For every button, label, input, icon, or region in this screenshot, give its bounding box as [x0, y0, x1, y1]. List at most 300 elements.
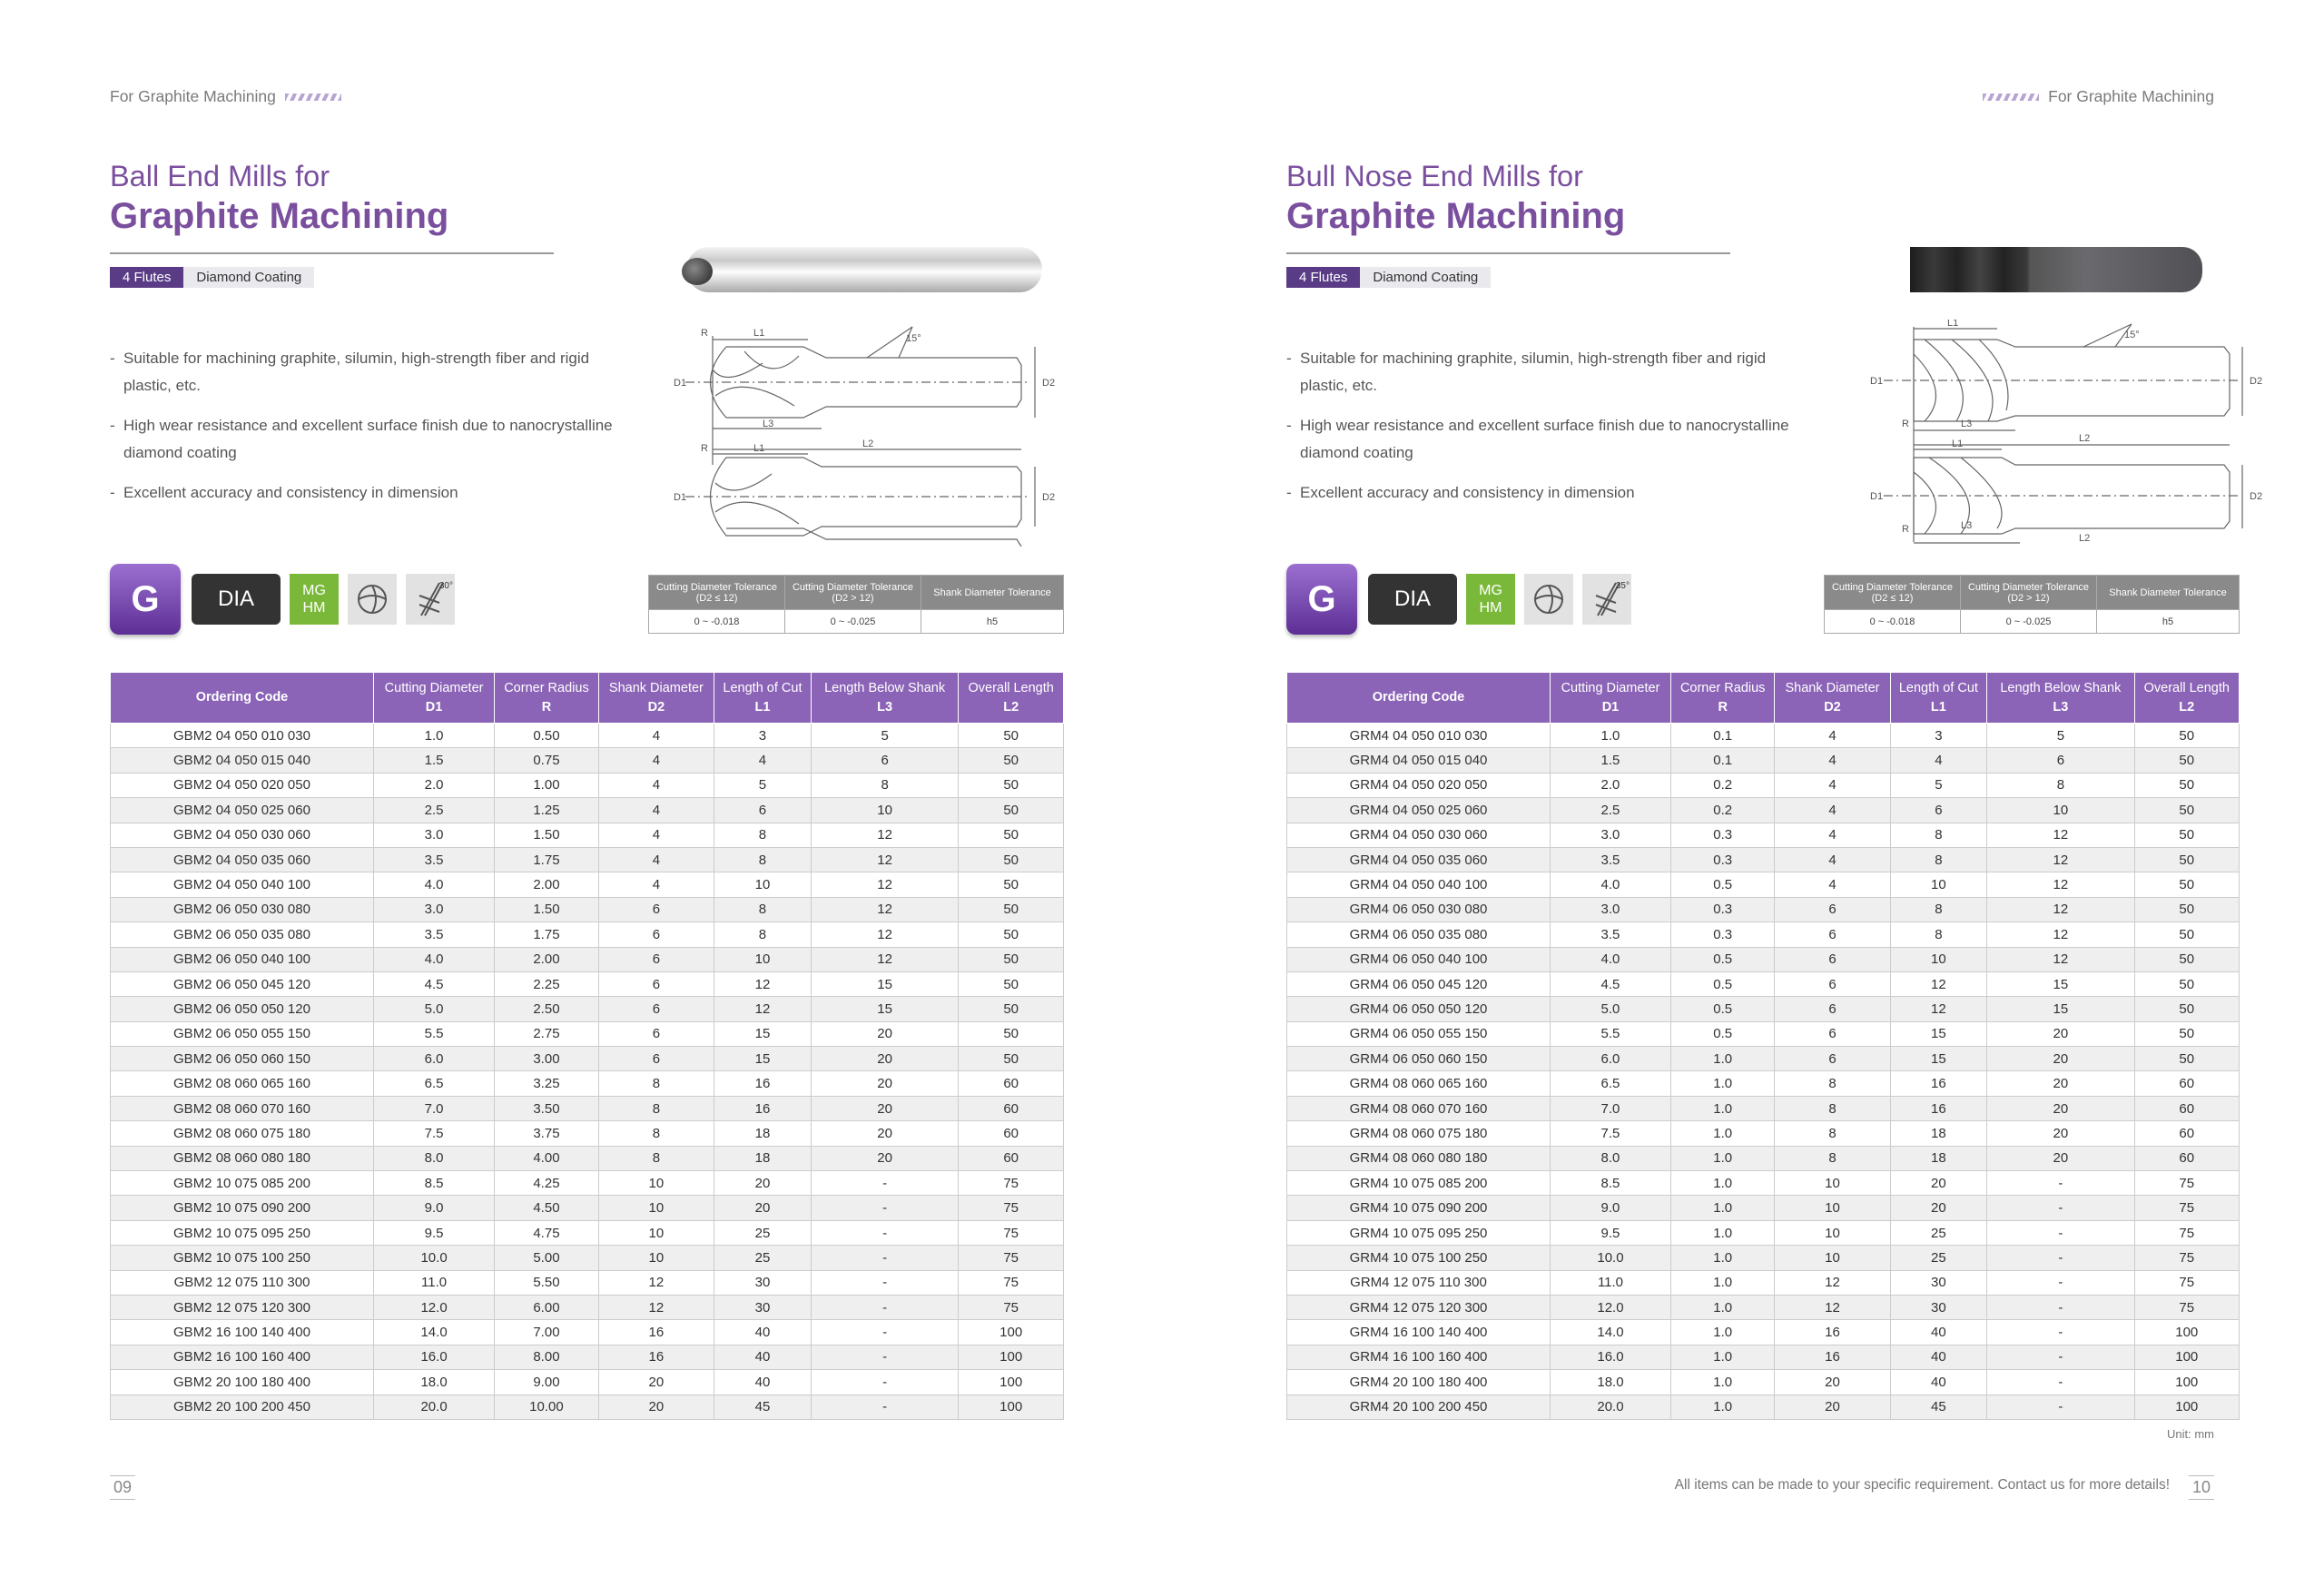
table-cell: 10.00: [495, 1395, 599, 1419]
table-row: [1287, 1096, 2240, 1120]
table-cell: -: [811, 1171, 959, 1196]
table-cell: 12: [1890, 997, 1987, 1021]
table-cell: 18: [1890, 1146, 1987, 1170]
table-cell: 0.75: [495, 748, 599, 773]
table-cell: GRM4 10 075 100 250: [1287, 1246, 1551, 1270]
table-cell: 1.50: [495, 823, 599, 847]
table-cell: -: [1987, 1295, 2134, 1319]
hm-label: HM: [1479, 600, 1502, 616]
ball-tip: [682, 258, 713, 285]
table-cell: 1.5: [374, 748, 495, 773]
table-cell: 100: [2134, 1370, 2239, 1395]
product-title-line2: Graphite Machining: [110, 196, 449, 236]
table-cell: 6.00: [495, 1295, 599, 1319]
feature-list: [110, 345, 618, 519]
tolerance-cell: 0 ~ -0.018: [649, 610, 785, 634]
table-cell: 50: [959, 748, 1064, 773]
table-cell: 5.0: [374, 997, 495, 1021]
table-cell: 60: [2134, 1096, 2239, 1120]
table-cell: 8: [714, 897, 812, 922]
table-cell: 6: [714, 798, 812, 823]
table-cell: GRM4 20 100 200 450: [1287, 1395, 1551, 1419]
table-cell: 1.75: [495, 922, 599, 947]
table-cell: 1.25: [495, 798, 599, 823]
table-cell: GBM2 06 050 060 150: [111, 1047, 374, 1071]
property-badges: [1286, 564, 1631, 635]
table-cell: 12: [1987, 922, 2134, 947]
table-cell: 60: [959, 1121, 1064, 1146]
table-cell: 12: [811, 897, 959, 922]
table-cell: 3: [714, 724, 812, 748]
table-row: [1287, 1295, 2240, 1319]
column-header: [1551, 673, 1671, 724]
dim-l3: L3: [1961, 520, 1973, 531]
table-cell: 25: [1890, 1246, 1987, 1270]
table-row: [1287, 1196, 2240, 1220]
table-cell: 0.1: [1670, 748, 1774, 773]
table-cell: 75: [2134, 1171, 2239, 1196]
table-cell: 14.0: [374, 1320, 495, 1345]
table-row: [111, 847, 1064, 872]
table-cell: 2.00: [495, 872, 599, 897]
table-cell: 60: [959, 1096, 1064, 1120]
table-cell: 12: [1987, 823, 2134, 847]
table-cell: 12: [811, 847, 959, 872]
feature-item: - High wear resistance and excellent surface finish due to nanocrystalline diamond coating: [110, 412, 618, 467]
table-cell: 8: [1890, 823, 1987, 847]
table-cell: 8: [1775, 1096, 1890, 1120]
table-cell: 4: [1775, 798, 1890, 823]
table-cell: 1.0: [1670, 1345, 1774, 1369]
table-cell: 11.0: [374, 1270, 495, 1295]
table-cell: -: [1987, 1395, 2134, 1419]
table-cell: 10: [1775, 1220, 1890, 1245]
table-cell: 3.5: [1551, 847, 1671, 872]
dim-l1: L1: [753, 328, 765, 339]
table-cell: -: [811, 1395, 959, 1419]
table-cell: GBM2 08 060 075 180: [111, 1121, 374, 1146]
table-cell: -: [1987, 1370, 2134, 1395]
column-header-label: Length Below Shank: [2000, 680, 2122, 695]
material-mg-hm-icon: [290, 574, 339, 625]
table-cell: 20.0: [1551, 1395, 1671, 1419]
mg-label: MG: [1479, 583, 1502, 598]
table-cell: 5: [1890, 773, 1987, 797]
tolerance-cell: h5: [921, 610, 1064, 634]
table-cell: GBM2 20 100 200 450: [111, 1395, 374, 1419]
table-row: [111, 1246, 1064, 1270]
tolerance-header: Cutting Diameter Tolerance (D2 > 12): [785, 576, 921, 610]
table-cell: 75: [959, 1196, 1064, 1220]
table-cell: 6.0: [374, 1047, 495, 1071]
table-row: [111, 773, 1064, 797]
table-cell: 12: [811, 947, 959, 971]
table-cell: 10: [1987, 798, 2134, 823]
table-cell: 6.0: [1551, 1047, 1671, 1071]
table-cell: 3: [1890, 724, 1987, 748]
table-row: [1287, 1345, 2240, 1369]
table-cell: 8: [598, 1146, 714, 1170]
table-cell: GBM2 10 075 085 200: [111, 1171, 374, 1196]
section-header-text: For Graphite Machining: [2048, 87, 2214, 105]
dim-taper-angle: 15°: [906, 333, 921, 344]
table-cell: 50: [2134, 997, 2239, 1021]
table-cell: GRM4 06 050 035 080: [1287, 922, 1551, 947]
table-cell: 3.0: [374, 897, 495, 922]
table-cell: GBM2 06 050 030 080: [111, 897, 374, 922]
table-row: [111, 872, 1064, 897]
column-header: [959, 673, 1064, 724]
material-mg-hm-icon: [1466, 574, 1515, 625]
table-cell: 0.50: [495, 724, 599, 748]
table-cell: 6: [1890, 798, 1987, 823]
table-cell: -: [811, 1196, 959, 1220]
table-cell: 8: [1775, 1121, 1890, 1146]
table-cell: 6: [598, 1021, 714, 1046]
table-cell: 20.0: [374, 1395, 495, 1419]
table-cell: 12: [811, 872, 959, 897]
table-cell: 75: [959, 1220, 1064, 1245]
column-header: [2134, 673, 2239, 724]
table-cell: 6: [1775, 997, 1890, 1021]
table-cell: 75: [2134, 1220, 2239, 1245]
table-cell: GRM4 04 050 020 050: [1287, 773, 1551, 797]
dim-taper-angle: 15°: [2124, 330, 2140, 340]
table-cell: 40: [714, 1370, 812, 1395]
table-cell: -: [1987, 1171, 2134, 1196]
table-cell: 30: [714, 1270, 812, 1295]
ball-end-drawing: [672, 320, 1071, 547]
table-cell: 50: [959, 872, 1064, 897]
table-cell: 15: [1890, 1021, 1987, 1046]
table-cell: GRM4 08 060 080 180: [1287, 1146, 1551, 1170]
table-row: [111, 1047, 1064, 1071]
table-cell: 20: [598, 1370, 714, 1395]
table-row: [1287, 922, 2240, 947]
table-cell: 9.00: [495, 1370, 599, 1395]
table-cell: 100: [959, 1370, 1064, 1395]
table-cell: 1.0: [1551, 724, 1671, 748]
table-cell: GRM4 16 100 160 400: [1287, 1345, 1551, 1369]
table-cell: 1.0: [374, 724, 495, 748]
table-cell: 20: [811, 1071, 959, 1096]
table-cell: 16: [1775, 1345, 1890, 1369]
table-cell: GBM2 08 060 065 160: [111, 1071, 374, 1096]
table-cell: 50: [2134, 773, 2239, 797]
table-cell: -: [811, 1270, 959, 1295]
column-header: [1890, 673, 1987, 724]
table-cell: -: [811, 1370, 959, 1395]
table-cell: GRM4 04 050 025 060: [1287, 798, 1551, 823]
table-cell: 16: [714, 1071, 812, 1096]
table-cell: 11.0: [1551, 1270, 1671, 1295]
table-row: [111, 1021, 1064, 1046]
tolerance-table: [1824, 575, 2240, 634]
table-cell: 20: [1987, 1121, 2134, 1146]
table-cell: 12: [714, 997, 812, 1021]
table-cell: 2.0: [374, 773, 495, 797]
table-row: [1287, 997, 2240, 1021]
coating-tag: Diamond Coating: [183, 267, 314, 288]
table-cell: 7.5: [374, 1121, 495, 1146]
table-cell: 8: [598, 1096, 714, 1120]
table-cell: 5.5: [1551, 1021, 1671, 1046]
table-cell: 18: [714, 1146, 812, 1170]
table-cell: 0.2: [1670, 798, 1774, 823]
table-cell: GRM4 08 060 070 160: [1287, 1096, 1551, 1120]
table-cell: 14.0: [1551, 1320, 1671, 1345]
table-cell: 2.5: [374, 798, 495, 823]
table-cell: 6: [1775, 897, 1890, 922]
table-cell: 8: [811, 773, 959, 797]
table-cell: 15: [1987, 971, 2134, 996]
table-cell: 20: [811, 1096, 959, 1120]
product-title-line1: Ball End Mills for: [110, 160, 330, 192]
table-cell: 1.5: [1551, 748, 1671, 773]
feature-item: - Excellent accuracy and consistency in dimension: [1286, 479, 1795, 507]
table-cell: 5.50: [495, 1270, 599, 1295]
title-divider: [1286, 252, 1730, 254]
column-header-symbol: R: [1718, 699, 1728, 715]
table-cell: 50: [959, 724, 1064, 748]
stripe-decoration: [285, 94, 341, 101]
table-cell: GRM4 16 100 140 400: [1287, 1320, 1551, 1345]
table-cell: 20: [714, 1196, 812, 1220]
column-header-symbol: L1: [754, 699, 771, 715]
table-row: [1287, 748, 2240, 773]
table-cell: GRM4 12 075 110 300: [1287, 1270, 1551, 1295]
table-cell: 8: [1775, 1146, 1890, 1170]
table-cell: 75: [2134, 1196, 2239, 1220]
table-cell: 12: [1890, 971, 1987, 996]
table-cell: 1.0: [1670, 1270, 1774, 1295]
table-cell: 0.2: [1670, 773, 1774, 797]
table-cell: 4.25: [495, 1171, 599, 1196]
property-badges: [110, 564, 455, 635]
table-row: [111, 1121, 1064, 1146]
table-cell: -: [811, 1345, 959, 1369]
table-cell: 4.50: [495, 1196, 599, 1220]
table-cell: 4.5: [1551, 971, 1671, 996]
table-cell: 1.0: [1670, 1320, 1774, 1345]
table-cell: 9.5: [1551, 1220, 1671, 1245]
table-row: [1287, 1021, 2240, 1046]
dim-r: R: [1902, 419, 1909, 429]
table-cell: GRM4 04 050 035 060: [1287, 847, 1551, 872]
table-row: [1287, 1320, 2240, 1345]
table-row: [1287, 1047, 2240, 1071]
table-cell: 75: [959, 1295, 1064, 1319]
table-cell: 1.0: [1670, 1246, 1774, 1270]
dim-d1: D1: [674, 492, 687, 503]
table-cell: 50: [959, 1047, 1064, 1071]
table-cell: 3.5: [374, 847, 495, 872]
table-cell: GBM2 04 050 010 030: [111, 724, 374, 748]
table-cell: 20: [1987, 1096, 2134, 1120]
table-cell: 60: [2134, 1071, 2239, 1096]
table-cell: GRM4 06 050 030 080: [1287, 897, 1551, 922]
table-cell: -: [811, 1320, 959, 1345]
column-header-symbol: D2: [1824, 699, 1841, 715]
column-header-label: Length Below Shank: [824, 680, 946, 695]
table-row: [111, 997, 1064, 1021]
table-cell: 15: [1890, 1047, 1987, 1071]
table-cell: GBM2 10 075 095 250: [111, 1220, 374, 1245]
table-cell: 4.0: [1551, 872, 1671, 897]
dim-l3: L3: [763, 419, 774, 429]
column-header: [374, 673, 495, 724]
table-cell: 18: [714, 1121, 812, 1146]
tolerance-cell: h5: [2097, 610, 2240, 634]
flutes-tag: 4 Flutes: [1286, 267, 1360, 288]
table-cell: 25: [1890, 1220, 1987, 1245]
section-header: [110, 87, 350, 106]
table-cell: 40: [1890, 1370, 1987, 1395]
table-cell: GRM4 04 050 010 030: [1287, 724, 1551, 748]
table-cell: -: [811, 1246, 959, 1270]
table-cell: 1.0: [1670, 1395, 1774, 1419]
table-cell: 15: [714, 1047, 812, 1071]
table-cell: 1.0: [1670, 1071, 1774, 1096]
column-header: [1987, 673, 2134, 724]
table-row: [111, 724, 1064, 748]
table-cell: 4: [598, 748, 714, 773]
table-cell: 20: [1987, 1071, 2134, 1096]
table-cell: 3.0: [1551, 897, 1671, 922]
table-cell: 4: [598, 872, 714, 897]
table-cell: 50: [2134, 872, 2239, 897]
table-cell: 8: [1987, 773, 2134, 797]
table-cell: 6: [598, 997, 714, 1021]
table-cell: 15: [1987, 997, 2134, 1021]
flute-section-icon: [1524, 574, 1573, 625]
table-cell: 0.1: [1670, 724, 1774, 748]
table-cell: 1.50: [495, 897, 599, 922]
table-cell: 12: [1775, 1270, 1890, 1295]
table-cell: 10: [598, 1171, 714, 1196]
column-header: [598, 673, 714, 724]
table-cell: 20: [1890, 1171, 1987, 1196]
table-cell: 8: [714, 823, 812, 847]
table-cell: 15: [714, 1021, 812, 1046]
table-cell: GBM2 16 100 160 400: [111, 1345, 374, 1369]
table-row: [111, 1071, 1064, 1096]
table-cell: 50: [2134, 1047, 2239, 1071]
tolerance-header: Cutting Diameter Tolerance (D2 ≤ 12): [1825, 576, 1961, 610]
table-cell: 4: [1890, 748, 1987, 773]
table-cell: 3.5: [374, 922, 495, 947]
table-cell: 4: [1775, 823, 1890, 847]
tolerance-cell: 0 ~ -0.025: [1961, 610, 2097, 634]
table-row: [111, 748, 1064, 773]
table-cell: 40: [1890, 1320, 1987, 1345]
table-cell: 3.0: [1551, 823, 1671, 847]
table-cell: 1.0: [1670, 1096, 1774, 1120]
dim-d2: D2: [1042, 378, 1056, 389]
column-header-symbol: L3: [877, 699, 893, 715]
column-header-symbol: D1: [425, 699, 443, 715]
section-header: [1974, 87, 2214, 106]
table-cell: 18: [1890, 1121, 1987, 1146]
table-cell: 20: [811, 1146, 959, 1170]
table-cell: GBM2 10 075 100 250: [111, 1246, 374, 1270]
dim-d2: D2: [2250, 376, 2263, 387]
table-cell: 8: [714, 922, 812, 947]
table-row: [111, 1320, 1064, 1345]
table-cell: 8.0: [1551, 1146, 1671, 1170]
dim-d1: D1: [1870, 491, 1884, 502]
table-cell: 8: [598, 1071, 714, 1096]
helix-angle-icon: [1582, 574, 1631, 625]
table-cell: GRM4 20 100 180 400: [1287, 1370, 1551, 1395]
table-cell: -: [1987, 1246, 2134, 1270]
table-cell: 30: [1890, 1295, 1987, 1319]
product-title-line2: Graphite Machining: [1286, 196, 1626, 236]
table-cell: 100: [959, 1320, 1064, 1345]
table-cell: 3.00: [495, 1047, 599, 1071]
table-cell: 50: [2134, 847, 2239, 872]
table-cell: 12: [811, 922, 959, 947]
table-cell: GBM2 04 050 030 060: [111, 823, 374, 847]
table-cell: 40: [714, 1320, 812, 1345]
table-cell: 10: [1775, 1246, 1890, 1270]
table-cell: 7.5: [1551, 1121, 1671, 1146]
table-cell: 50: [959, 847, 1064, 872]
table-row: [1287, 1246, 2240, 1270]
table-cell: 50: [2134, 922, 2239, 947]
table-cell: 1.0: [1670, 1171, 1774, 1196]
table-cell: GRM4 04 050 040 100: [1287, 872, 1551, 897]
table-row: [111, 1096, 1064, 1120]
table-cell: 20: [1987, 1146, 2134, 1170]
table-cell: 16: [1890, 1096, 1987, 1120]
table-cell: 8.5: [374, 1171, 495, 1196]
table-cell: 1.0: [1670, 1047, 1774, 1071]
table-cell: 100: [2134, 1320, 2239, 1345]
table-row: [111, 1395, 1064, 1419]
table-cell: 50: [959, 971, 1064, 996]
table-cell: 16.0: [374, 1345, 495, 1369]
table-cell: 6: [598, 947, 714, 971]
column-header-label: Length of Cut: [723, 680, 803, 695]
column-header-symbol: L3: [2053, 699, 2069, 715]
table-cell: 12: [714, 971, 812, 996]
table-cell: 100: [959, 1395, 1064, 1419]
table-cell: 60: [2134, 1121, 2239, 1146]
dim-d2: D2: [1042, 492, 1056, 503]
tolerance-header: Shank Diameter Tolerance: [921, 576, 1064, 610]
table-cell: 0.5: [1670, 997, 1774, 1021]
table-cell: 8: [598, 1121, 714, 1146]
table-cell: GBM2 04 050 020 050: [111, 773, 374, 797]
table-cell: GRM4 06 050 040 100: [1287, 947, 1551, 971]
table-cell: 8.5: [1551, 1171, 1671, 1196]
table-cell: 6: [1775, 947, 1890, 971]
table-cell: GRM4 08 060 065 160: [1287, 1071, 1551, 1096]
table-cell: GRM4 10 075 090 200: [1287, 1196, 1551, 1220]
column-header-symbol: D2: [647, 699, 665, 715]
table-cell: 9.0: [1551, 1196, 1671, 1220]
table-row: [1287, 823, 2240, 847]
table-cell: GBM2 06 050 055 150: [111, 1021, 374, 1046]
table-cell: 12.0: [374, 1295, 495, 1319]
table-cell: 30: [714, 1295, 812, 1319]
table-cell: GRM4 08 060 075 180: [1287, 1121, 1551, 1146]
table-cell: GBM2 04 050 040 100: [111, 872, 374, 897]
table-cell: 10.0: [374, 1246, 495, 1270]
page-number: 09: [110, 1475, 135, 1500]
table-cell: GRM4 04 050 030 060: [1287, 823, 1551, 847]
